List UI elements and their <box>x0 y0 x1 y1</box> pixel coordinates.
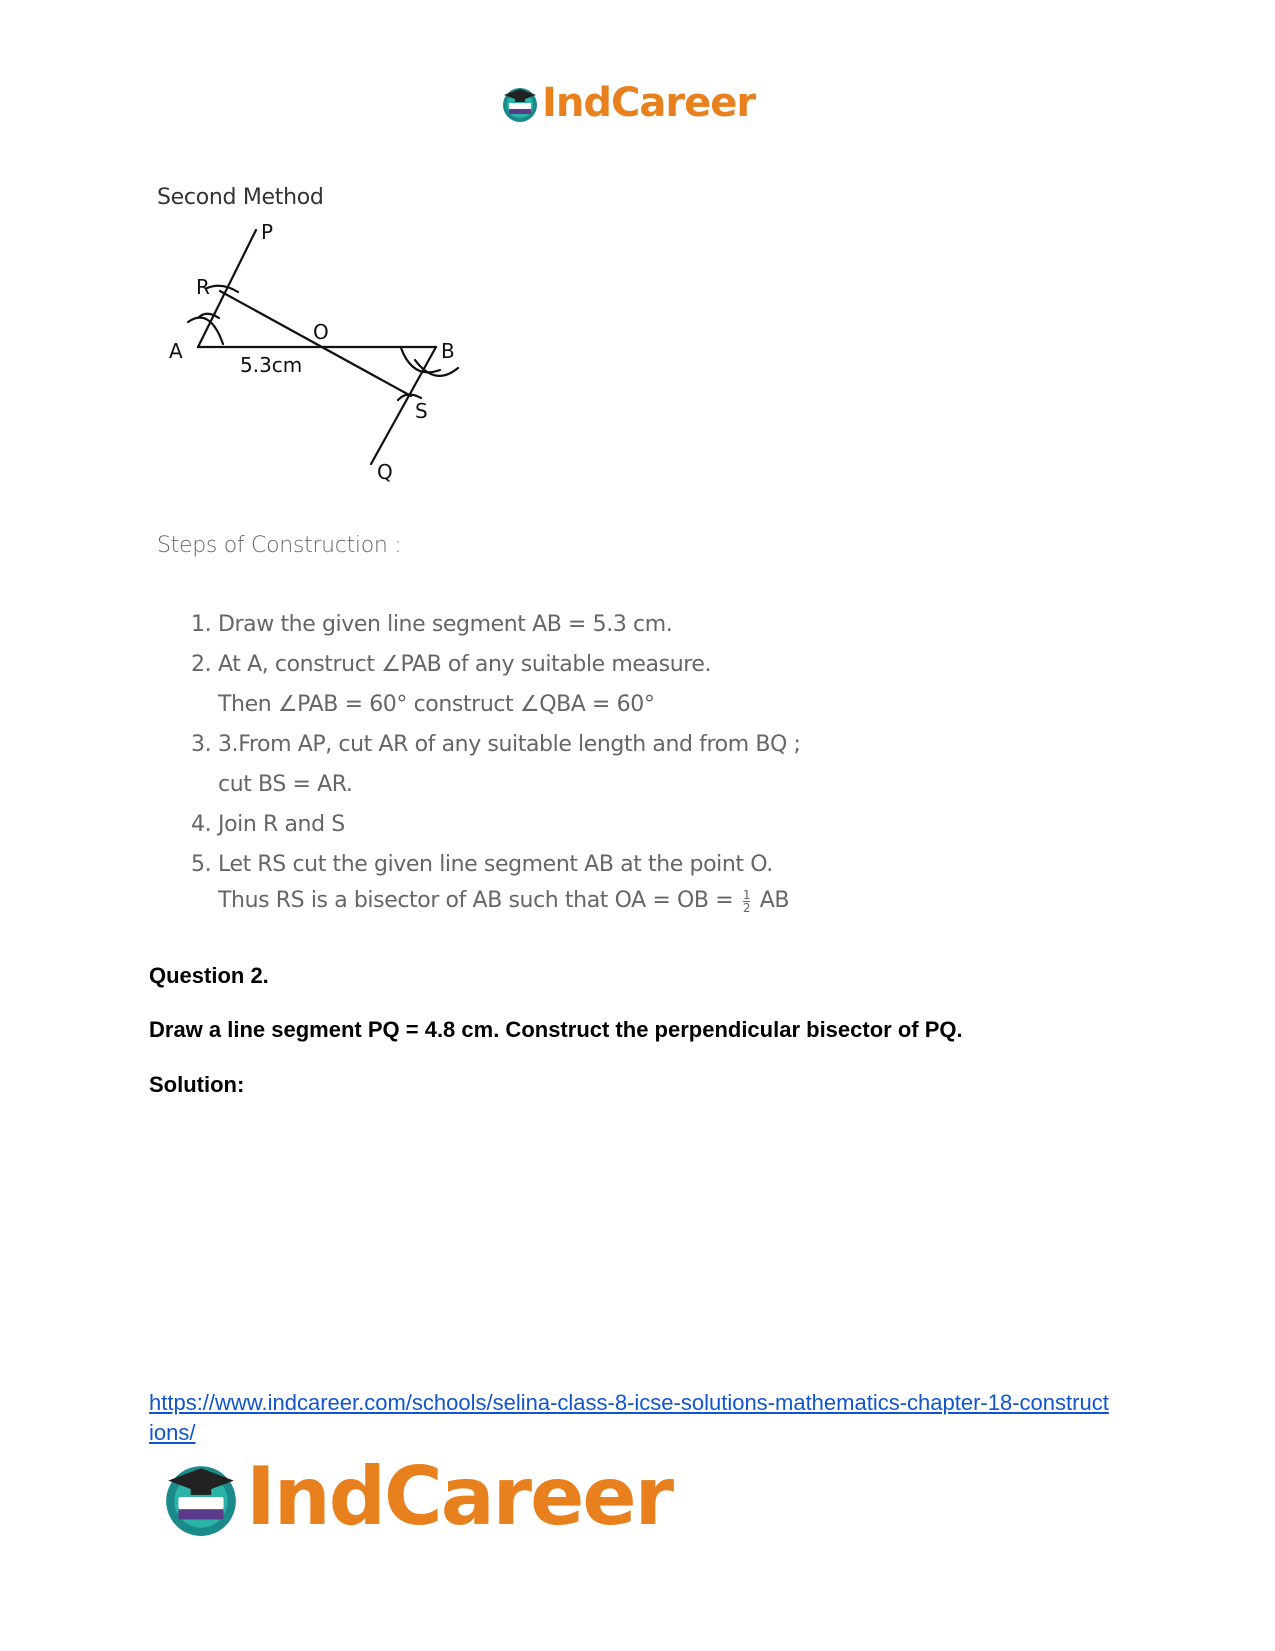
step-text: Join R and S <box>218 812 345 837</box>
footer-logo <box>160 1452 672 1542</box>
label-s: S <box>415 399 428 423</box>
fraction-numerator: 1 <box>742 887 751 902</box>
label-length: 5.3cm <box>240 353 303 377</box>
source-link[interactable]: https://www.indcareer.com/schools/selina-class-8-icse-solutions-mathematics-chapter-18-constructions/ <box>149 1390 1109 1445</box>
step-continuation-tail: AB <box>759 888 790 913</box>
graduation-cap-logo-icon <box>160 1456 242 1538</box>
header-logo <box>500 78 755 128</box>
question-text: Draw a line segment PQ = 4.8 cm. Construct the perpendicular bisector of PQ. <box>149 1017 963 1042</box>
step-continuation-text: Thus RS is a bisector of AB such that OA = OB = <box>218 888 734 913</box>
footer-logo-text: IndCareer <box>246 1450 673 1543</box>
step-number: 1. <box>191 612 212 637</box>
step-text: Draw the given line segment AB = 5.3 cm. <box>218 612 673 637</box>
section-title: Second Method <box>157 185 324 210</box>
arc-mark-r <box>207 286 238 292</box>
step-number: 4. <box>191 812 212 837</box>
solution-label: Solution: <box>149 1072 245 1097</box>
fraction-one-half <box>743 889 750 914</box>
question-label: Question 2. <box>149 963 269 988</box>
label-o: O <box>313 320 329 344</box>
step-number: 5. <box>191 852 212 877</box>
step-continuation: cut BS = AR. <box>218 772 353 797</box>
step-text: 3.From AP, cut AR of any suitable length and from BQ ; <box>218 732 801 757</box>
step-continuation <box>218 888 789 914</box>
step-number: 3. <box>191 732 212 757</box>
step-number: 2. <box>191 652 212 677</box>
construction-figure <box>165 222 495 512</box>
fraction-denominator: 2 <box>742 900 751 915</box>
graduation-cap-logo-icon <box>500 83 540 123</box>
step-text: Let RS cut the given line segment AB at the point O. <box>218 852 773 877</box>
label-q: Q <box>377 460 393 484</box>
label-r: R <box>196 275 210 299</box>
label-b: B <box>441 339 455 363</box>
steps-heading: Steps of Construction : <box>157 533 402 558</box>
step-text: At A, construct ∠PAB of any suitable measure. <box>218 652 712 677</box>
label-p: P <box>261 222 274 244</box>
header-logo-text: IndCareer <box>542 80 756 126</box>
label-a: A <box>169 339 183 363</box>
step-continuation: Then ∠PAB = 60° construct ∠QBA = 60° <box>218 692 655 717</box>
